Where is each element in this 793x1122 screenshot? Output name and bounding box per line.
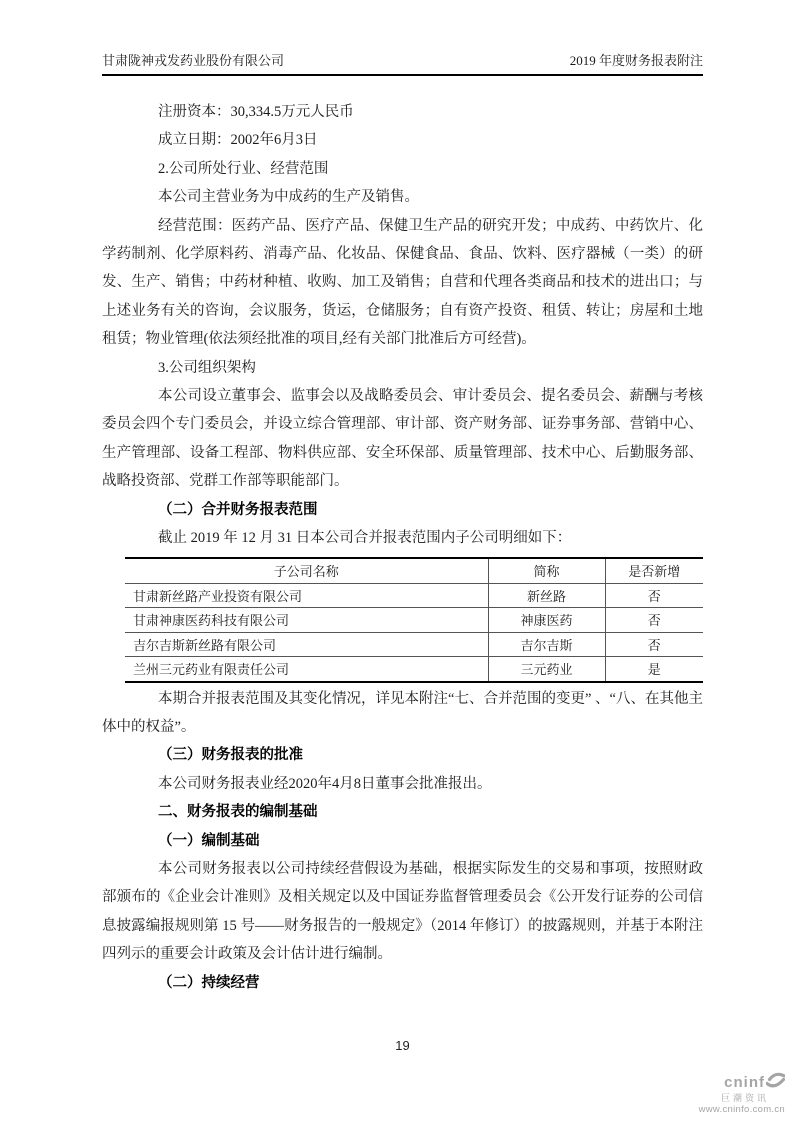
subsidiary-name-cell: 甘肃神康医药科技有限公司 xyxy=(125,608,488,633)
approval-heading: （三）财务报表的批准 xyxy=(158,747,303,764)
short-name-cell: 三元药业 xyxy=(488,657,605,682)
cninfo-logo xyxy=(665,1072,785,1116)
col-header-short-name: 简称 xyxy=(488,558,605,584)
is-new-cell: 否 xyxy=(605,608,703,633)
subsidiary-name-cell: 甘肃新丝路产业投资有限公司 xyxy=(125,583,488,608)
subsidiary-name-cell: 吉尔吉斯新丝路有限公司 xyxy=(125,632,488,657)
main-business-paragraph: 本公司主营业务为中成药的生产及销售。 xyxy=(158,189,419,206)
merge-scope-note: 本期合并报表范围及其变化情况，详见本附注“七、合并范围的变更” 、“八、在其他主体中的权益”。 xyxy=(102,690,703,735)
document-body xyxy=(102,98,703,997)
org-structure-paragraph: 本公司设立董事会、监事会以及战略委员会、审计委员会、提名委员会、薪酬与考核委员会四个专门委员会，并设立综合管理部、审计部、资产财务部、证券事务部、营销中心、生产管理部、设备工程部、物料供应部、安全环保部、质量管理部、技术中心、后勤服务部、战略投资部、党群工作部等职能部门。 xyxy=(102,388,703,490)
short-name-cell: 神康医药 xyxy=(488,608,605,633)
col-header-is-new: 是否新增 xyxy=(605,558,703,584)
is-new-cell: 否 xyxy=(605,632,703,657)
establish-date-line: 成立日期：2002年6月3日 xyxy=(158,132,318,149)
merge-scope-heading: （二）合并财务报表范围 xyxy=(158,501,318,518)
table-row xyxy=(125,632,703,657)
short-name-cell: 新丝路 xyxy=(488,583,605,608)
table-row xyxy=(125,583,703,608)
subsidiary-table xyxy=(125,557,703,683)
prep-basis-paragraph: 本公司财务报表以公司持续经营假设为基础，根据实际发生的交易和事项，按照财政部颁布的《企业会计准则》及相关规定以及中国证券监督管理委员会《公开发行证券的公司信息披露编报规则第 15 号——财务报告的一般规定》（2014 年修订）的披露规则，并基于本附注四列示的重要会计政策及会计估计进行编制。 xyxy=(102,860,703,963)
table-header-row xyxy=(125,558,703,584)
short-name-cell: 吉尔吉斯 xyxy=(488,632,605,657)
going-concern-heading: （二）持续经营 xyxy=(158,974,260,991)
cninfo-chinese-name: 巨潮资讯 xyxy=(720,1093,769,1103)
subsidiary-table-wrap xyxy=(125,557,703,683)
cninfo-swoosh-icon xyxy=(766,1072,785,1093)
org-structure-heading: 3.公司组织架构 xyxy=(158,359,256,376)
cninfo-website: www.cninfo.com.cn xyxy=(698,1104,785,1115)
page-header xyxy=(102,52,703,76)
cninfo-brand-row xyxy=(665,1072,785,1093)
header-company-name: 甘肃陇神戎发药业股份有限公司 xyxy=(102,53,285,68)
header-doc-title: 2019 年度财务报表附注 xyxy=(569,53,703,68)
basis-heading: 二、财务报表的编制基础 xyxy=(158,804,318,821)
subsidiary-name-cell: 兰州三元药业有限责任公司 xyxy=(125,657,488,682)
cninfo-brand-text: cninf xyxy=(724,1073,765,1091)
business-scope-paragraph: 经营范围：医药产品、医疗产品、保健卫生产品的研究开发；中成药、中药饮片、化学药制剂、化学原料药、消毒产品、化妆品、保健食品、食品、饮料、医疗器械（一类）的研发、生产、销售；中药材种植、收购、加工及销售；自营和代理各类商品和技术的进出口；与上述业务有关的咨询，会议服务，货运，仓储服务；自有资产投资、租赁、转让；房屋和土地租赁；物业管理(依法须经批准的项目,经有关部门批准后方可经营)。 xyxy=(102,217,703,348)
col-header-subsidiary-name: 子公司名称 xyxy=(125,558,488,584)
is-new-cell: 否 xyxy=(605,583,703,608)
page-number: 19 xyxy=(395,1038,410,1053)
merge-scope-intro: 截止 2019 年 12 月 31 日本公司合并报表范围内子公司明细如下： xyxy=(158,530,572,547)
prep-basis-heading: （一）编制基础 xyxy=(158,832,260,849)
approval-paragraph: 本公司财务报表业经2020年4月8日董事会批准报出。 xyxy=(158,775,492,792)
is-new-cell: 是 xyxy=(647,662,661,678)
registered-capital-line: 注册资本：30,334.5万元人民币 xyxy=(158,104,354,120)
table-row xyxy=(125,657,703,682)
industry-heading: 2.公司所处行业、经营范围 xyxy=(158,160,329,177)
table-row xyxy=(125,608,703,633)
